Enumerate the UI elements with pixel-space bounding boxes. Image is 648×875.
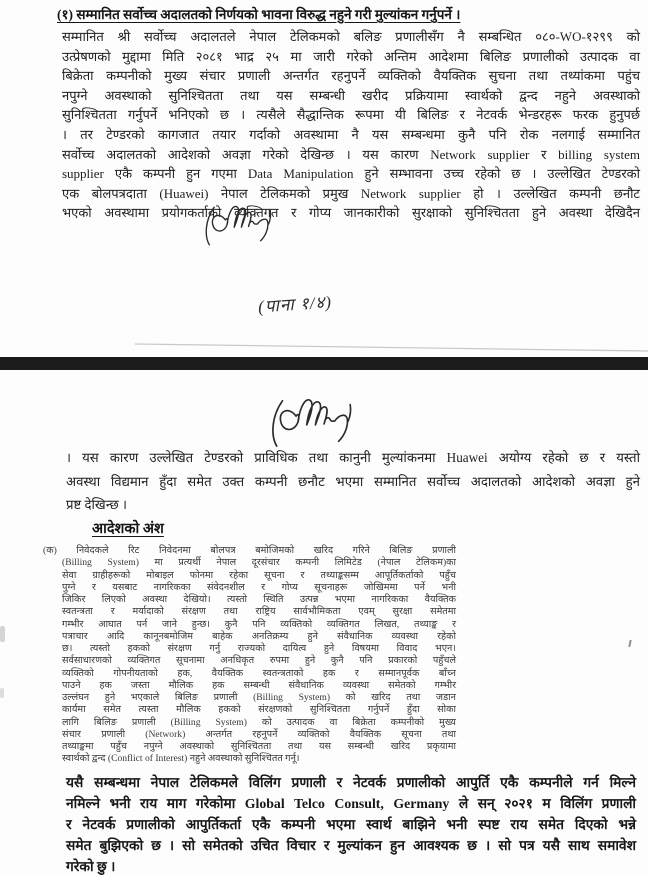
order-excerpt-heading: आदेशको अंश <box>92 521 164 537</box>
text-line: नमिल्ने भनी राय माग गरेकोमा Global Telco Consult, Germany ले सन् २०२१ म विलिंग प्रणाली <box>66 796 636 811</box>
scan-mark <box>628 640 631 647</box>
text-line: समेत बुझिएको छ । सो समेतको उचित विचार र मुल्यांकन हुन आवश्यक छ । सो पत्र यसै साथ समावेश <box>66 838 636 853</box>
text-line: (Billing System) मा प्रत्यर्थी नेपाल दूरसंचार कम्पनी लिमिटेड (नेपाल टेलिकम)का <box>62 557 456 569</box>
text-line: एक बोलपत्रदाता (Huawei) नेपाल टेलिकमको प्रमुख Network supplier हो । उल्लेखित कम्पनी छनौट <box>62 185 640 201</box>
text-line: पुग्ने र यसबाट नागरिकका संवेदनशील र गोप्य सूचनाहरू जोखिममा पर्ने भनी <box>62 581 456 593</box>
text-line: सर्वसाधारणको व्यक्तिगत सूचनामा अनधिकृत रुपमा हुने कुनै पनि प्रकारको पहुँचले <box>62 655 456 667</box>
page-edge-line <box>0 338 648 354</box>
text-line: यसै सम्बन्धमा नेपाल टेलिकमले विलिंग प्रणाली र नेटवर्क प्रणालीको आपुर्ति एकै कम्पनीले गर्न मिल्ने <box>66 775 636 790</box>
signature-icon <box>192 200 310 248</box>
text-line: नपुग्ने अवस्थाको सुनिश्चितता तथा यस सम्बन्धी खरीद प्रक्रियामा स्वार्थको द्वन्द नहुने अवस्थाको <box>62 87 640 103</box>
text-line: भएको अवस्थामा प्रयोगकर्ताको व्यक्तिगत र गोप्य जानकारीको सुरक्षाको सुनिश्चितता हुने अवस्था देखिदैन <box>62 205 640 221</box>
text-line: सुनिश्चितता गर्नुपर्ने भनिएको छ । त्यसैले सैद्धान्तिक रूपमा यी बिलिङ र नेटवर्क भेन्डरहरू फरक हुनुपर्छ <box>62 107 640 123</box>
text-line: सेवा ग्राहीहरूको मोबाइल फोनमा रहेका सूचना र तथ्याङ्कसम्म आपूर्तिकर्ताको पहुँच <box>62 569 456 581</box>
text-line: प्रष्ट देखिन्छ । <box>66 497 128 512</box>
handwritten-page-note: (पाना १/४) <box>257 292 333 317</box>
text-line: (क) निवेदकले रिट निवेदनमा बोलपत्र बमोजिमको खरिद गरिने बिलिङ प्रणाली <box>43 545 456 556</box>
text-line: बिक्रेता कम्पनीको मुख्य संचार प्रणाली अन्तर्गत रहनुपर्ने व्यक्तिको वैयक्तिक सुचना तथा तथ्यांकमा पहुंच <box>62 68 640 84</box>
court-order-excerpt <box>43 545 456 766</box>
scan-smudge <box>0 626 5 642</box>
scan-smudge <box>0 688 4 698</box>
text-line: गरेको छु । <box>66 859 116 874</box>
text-line: जिकिर लिएको अवस्था देखियो। त्यस्तो स्थिति उत्पन्न भएमा नागरिकका वैयक्तिक <box>62 594 456 605</box>
text-line: र नेटवर्क प्रणालीको आपुर्तिकर्ता एकै कम्पनी भएमा स्वार्थ बाझिने भनी स्पष्ट राय समेत दिएको भन्ने <box>66 817 636 832</box>
section-1-paragraph <box>62 27 640 223</box>
page-divider <box>0 357 648 370</box>
text-line: कार्यमा समेत त्यस्ता मौलिक हकको संरक्षणको सुनिश्चितता गर्नुपर्ने हुँदा सोका <box>62 704 456 716</box>
text-line: पाउने हक जस्ता मौलिक हक सम्बन्धी संवैधानिक व्यवस्था समेतको गम्भीर <box>62 679 456 691</box>
text-line: लागि बिलिङ प्रणाली (Billing System) को उत्पादक वा बिक्रेता कम्पनीको मुख्य <box>62 716 456 728</box>
text-line: छ। त्यस्तो हकको संरक्षण गर्नु राज्यको दायित्व हुने विषयमा विवाद भएन। <box>62 643 456 654</box>
text-line: गम्भीर आघात पर्न जाने हुन्छ। कुनै पनि व्यक्तिको व्यक्तिगत लिखत, तथ्याङ्क र <box>62 618 456 630</box>
text-line: तथ्याङ्कमा पहुँच नपुग्ने अवस्थाको सुनिश्चितता तथा यस सम्बन्धी खरिद प्रकृयामा <box>62 741 456 752</box>
text-line: स्वतन्त्रता र मर्यादाको संरक्षण तथा राष्ट्रिय सार्वभौमिकता एवम् सुरक्षा समेतमा <box>62 606 456 618</box>
text-line: सर्वोच्च अदालतको आदेशको अवज्ञा गरेको देखिन्छ । यस कारण Network supplier र billing system <box>62 146 640 162</box>
text-line: । यस कारण उल्लेखित टेण्डरको प्राविधिक तथा कानुनी मुल्यांकनमा Huawei अयोग्य रहेको छ र यस्तो <box>66 450 640 465</box>
text-line: स्वार्थको द्वन्द (Conflict of Interest) नहुने अवस्थाको सुनिश्चितत गर्नू। <box>62 753 300 765</box>
text-line: संचार प्रणाली (Network) अन्तर्गत रहनुपर्ने व्यक्तिको वैयक्तिक सूचना तथा <box>62 728 456 740</box>
signature-icon <box>262 392 392 450</box>
text-line: । तर टेण्डरको कागजात तयार गर्दाको अवस्थामा नै यस सम्बन्धमा कुनै पनि रोक नलगाई सम्मानित <box>62 126 640 142</box>
text-line: उत्प्रेषणको मुद्दामा मिति २०८१ भाद्र २५ मा जारी गरेको अन्तिम आदेशमा बिलिङ प्रणालीको उत्पादक वा <box>62 48 640 64</box>
text-line: पत्राचार आदि कानूनबमोजिम बाहेक अनतिक्रम्य हुने संवैधानिक व्यवस्था रहेको <box>62 630 456 642</box>
section-1-heading: (१) सम्मानित सर्वोच्च अदालतको निर्णयको भावना विरुद्ध नहुने गरी मुल्यांकन गर्नुपर्ने । <box>57 7 461 22</box>
text-line: अवस्था विद्यमान हुँदा समेत उक्त कम्पनी छनौट भएमा सम्मानित सर्वोच्च अदालतको आदेशको अवज्ञा हुने <box>66 473 640 489</box>
section-2-paragraph <box>66 446 640 517</box>
text-line: supplier एकै कम्पनी हुन गएमा Data Manipulation हुने सम्भावना उच्च रहेको छ । उल्लेखित टेण्डरको <box>62 166 640 182</box>
closing-paragraph <box>66 772 636 875</box>
text-line: व्यक्तिको गोपनीयताको हक, वैयक्तिक स्वतन्त्रताको हक र सम्मानपूर्वक बाँच्न <box>62 667 456 679</box>
text-line: उल्लंघन हुने भएकाले बिलिङ प्रणाली (Billing System) को खरिद तथा जडान <box>62 692 456 703</box>
text-line: सम्मानित श्री सर्वोच्च अदालतले नेपाल टेलिकमको बलिङ प्रणालीसँग नै सम्बन्धित ०८०-WO-१२९९ को <box>62 29 640 44</box>
